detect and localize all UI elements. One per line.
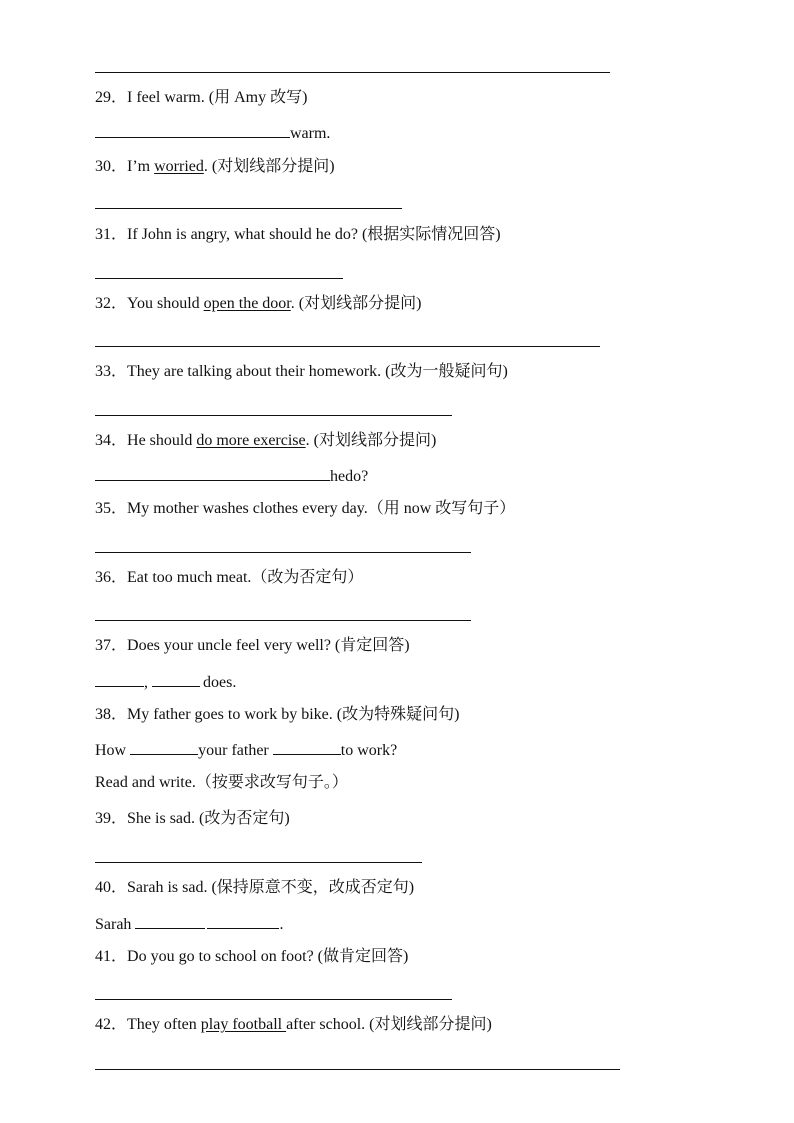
answer-line[interactable] <box>95 72 610 73</box>
underlined-phrase: open the door <box>203 295 291 312</box>
question-number: 31． <box>95 226 128 243</box>
answer-line[interactable] <box>95 208 402 209</box>
question-number: 38． <box>95 706 128 723</box>
question-32 <box>95 294 421 314</box>
answer-blank[interactable] <box>95 122 290 138</box>
question-instruction: . (对划线部分提问) <box>305 432 437 449</box>
answer-blank[interactable] <box>207 913 279 929</box>
answer-suffix: hedo? <box>330 468 369 485</box>
question-text: Sarah is sad. (保持原意不变，改成否定句) <box>127 879 415 896</box>
underlined-phrase: do more exercise <box>196 432 306 449</box>
question-number: 40． <box>95 879 128 896</box>
answer-blank[interactable] <box>130 739 198 755</box>
answer-line[interactable] <box>95 346 600 347</box>
answer-suffix: does. <box>203 674 237 691</box>
answer-suffix: to work? <box>340 742 398 759</box>
question-number: 34． <box>95 432 128 449</box>
answer-line[interactable] <box>95 862 422 863</box>
question-instruction: . (对划线部分提问) <box>203 158 335 175</box>
question-text: My father goes to work by bike. (改为特殊疑问句) <box>127 706 460 723</box>
answer-prefix: How <box>95 742 131 759</box>
question-42 <box>95 1015 492 1035</box>
question-40 <box>95 878 414 898</box>
question-31 <box>95 225 501 245</box>
answer-40 <box>95 913 283 935</box>
answer-29 <box>95 122 330 144</box>
question-number: 42． <box>95 1016 128 1033</box>
question-text: They often <box>127 1016 201 1033</box>
answer-line[interactable] <box>95 999 452 1000</box>
question-text: I feel warm. (用 Amy 改写) <box>127 89 308 106</box>
question-text: You should <box>127 295 204 312</box>
answer-blank[interactable] <box>135 913 205 929</box>
question-number: 29． <box>95 89 128 106</box>
question-text: Eat too much meat.（改为否定句） <box>127 569 364 586</box>
question-number: 33． <box>95 363 128 380</box>
question-38 <box>95 705 459 725</box>
answer-blank[interactable] <box>152 671 200 687</box>
question-text: They are talking about their homework. (改为一般疑问句) <box>127 363 508 380</box>
answer-blank[interactable] <box>95 671 144 687</box>
answer-suffix: warm. <box>290 125 331 142</box>
question-number: 37． <box>95 637 128 654</box>
answer-line[interactable] <box>95 1069 620 1070</box>
question-35 <box>95 499 515 519</box>
answer-prefix: Sarah <box>95 916 136 933</box>
question-37 <box>95 636 410 656</box>
question-text: My mother washes clothes every day.（用 now 改写句子） <box>127 500 516 517</box>
question-36 <box>95 568 363 588</box>
answer-line[interactable] <box>95 552 471 553</box>
section-heading: Read and write.（按要求改写句子。） <box>95 774 348 791</box>
question-text: If John is angry, what should he do? (根据实际情况回答) <box>127 226 501 243</box>
question-30 <box>95 157 335 177</box>
question-41 <box>95 947 408 967</box>
question-text: She is sad. (改为否定句) <box>127 810 290 827</box>
answer-line[interactable] <box>95 620 471 621</box>
question-34 <box>95 431 436 451</box>
answer-separator: , <box>144 674 148 691</box>
answer-blank[interactable] <box>273 739 341 755</box>
question-text: He should <box>127 432 197 449</box>
question-instruction: after school. (对划线部分提问) <box>286 1016 492 1033</box>
answer-line[interactable] <box>95 278 343 279</box>
underlined-phrase: play football <box>200 1016 287 1033</box>
question-number: 39． <box>95 810 128 827</box>
answer-38 <box>95 739 397 761</box>
question-text: Does your uncle feel very well? (肯定回答) <box>127 637 410 654</box>
answer-34 <box>95 465 368 487</box>
question-number: 36． <box>95 569 128 586</box>
question-text: I’m <box>127 158 155 175</box>
underlined-phrase: worried <box>154 158 204 175</box>
question-text: Do you go to school on foot? (做肯定回答) <box>127 948 409 965</box>
answer-line[interactable] <box>95 415 452 416</box>
answer-37 <box>95 671 236 693</box>
question-number: 32． <box>95 295 128 312</box>
question-number: 41． <box>95 948 128 965</box>
question-number: 35． <box>95 500 128 517</box>
question-39 <box>95 809 290 829</box>
answer-middle: your father <box>198 742 273 759</box>
answer-suffix: . <box>279 916 284 933</box>
question-29 <box>95 88 307 108</box>
question-instruction: . (对划线部分提问) <box>290 295 422 312</box>
answer-blank[interactable] <box>95 465 330 481</box>
question-33 <box>95 362 508 382</box>
question-number: 30． <box>95 158 128 175</box>
